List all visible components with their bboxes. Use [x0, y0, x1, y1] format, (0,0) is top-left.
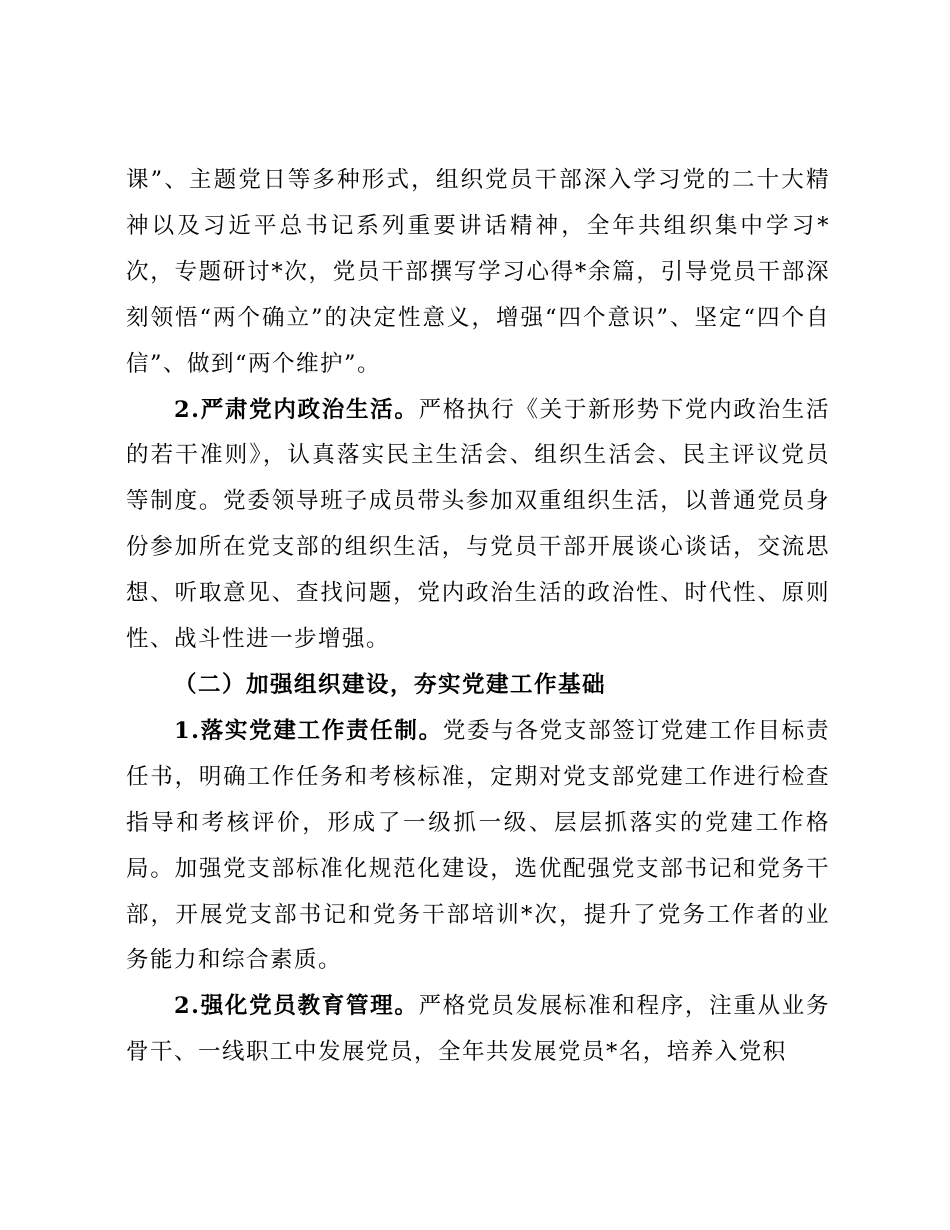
- paragraph-body: 党委与各党支部签订党建工作目标责任书，明确工作任务和考核标准，定期对党支部党建工作进行检查指导和考核评价，形成了一级抓一级、层层抓落实的党建工作格局。加强党支部标准化规范化建设，选优配强党支部书记和党务干部，开展党支部书记和党务干部培训*次，提升了党务工作者的业务能力和综合素质。: [126, 717, 830, 974]
- paragraph-body: 严格执行《关于新形势下党内政治生活的若干准则》，认真落实民主生活会、组织生活会、民主评议党员等制度。党委领导班子成员带头参加双重组织生活，以普通党员身份参加所在党支部的组织生活，与党员干部开展谈心谈话，交流思想、听取意见、查找问题，党内政治生活的政治性、时代性、原则性、战斗性进一步增强。: [126, 396, 830, 653]
- paragraph-political-life: [126, 388, 830, 663]
- section-heading: （二）加强组织建设，夯实党建工作基础: [174, 671, 607, 698]
- paragraph-body: 严格党员发展标准和程序，注重从业务骨干、一线职工中发展党员，全年共发展党员*名，培养入党积: [126, 993, 830, 1066]
- paragraph-responsibility-system: [126, 709, 830, 984]
- paragraph-member-education: [126, 984, 830, 1076]
- paragraph-title: 2.强化党员教育管理。: [174, 993, 419, 1020]
- paragraph-study-activities: 课”、主题党日等多种形式，组织党员干部深入学习党的二十大精神以及习近平总书记系列重要讲话精神，全年共组织集中学习*次，专题研讨*次，党员干部撰写学习心得*余篇，引导党员干部深刻领悟“两个确立”的决定性意义，增强“四个意识”、坚定“四个自信”、做到“两个维护”。: [126, 167, 830, 377]
- paragraph-title: 2.严肃党内政治生活。: [174, 396, 419, 423]
- paragraph-title: 1.落实党建工作责任制。: [174, 717, 443, 744]
